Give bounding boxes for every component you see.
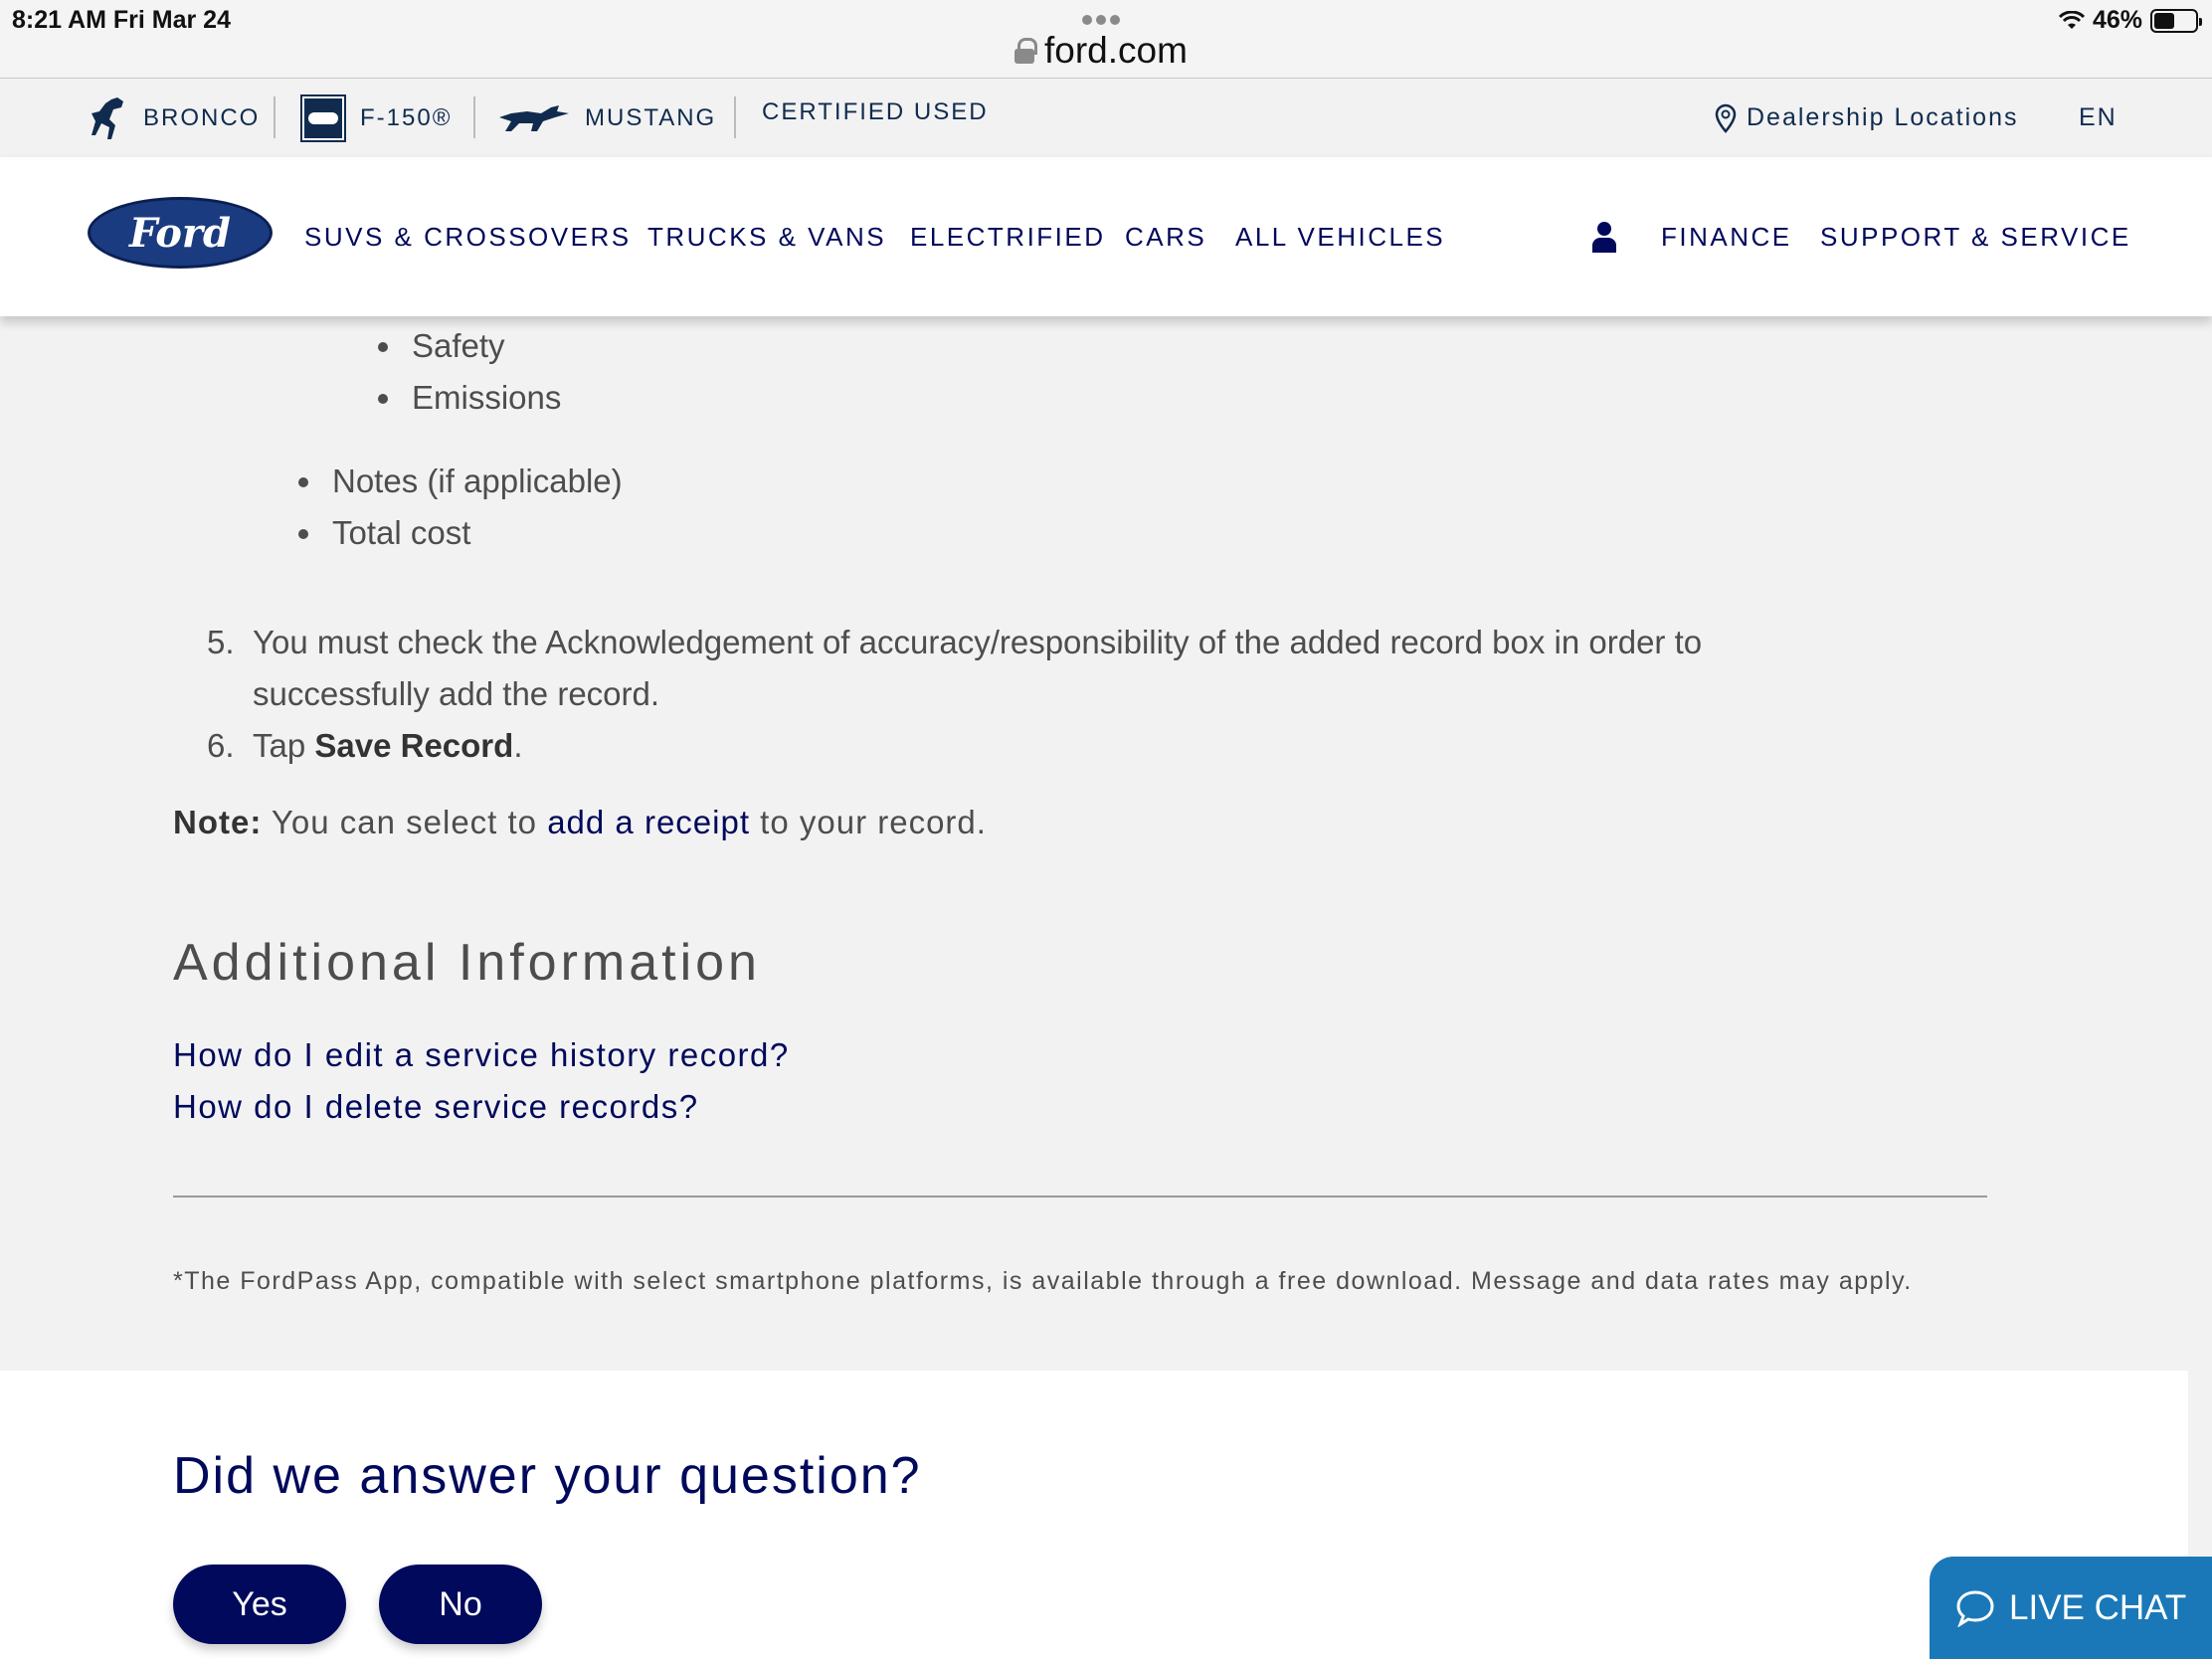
note: Note: You can select to add a receipt to your record.: [173, 804, 987, 840]
nav-suvs-crossovers[interactable]: SUVS & CROSSOVERS: [304, 221, 632, 252]
more-dots-icon[interactable]: [1082, 12, 1124, 28]
disclaimer: *The FordPass App, compatible with select smartphone platforms, is available through a free download. Message and data rates may apply.: [173, 1267, 1913, 1295]
dealership-locations-link[interactable]: Dealership Locations: [1715, 79, 2018, 157]
utility-separator: [734, 96, 736, 138]
delete-records-link[interactable]: How do I delete service records?: [173, 1088, 699, 1125]
divider: [173, 1196, 1987, 1198]
wifi-icon: [2059, 11, 2085, 31]
browser-status-bar: [0, 0, 2212, 79]
lock-icon: [1014, 38, 1034, 64]
utility-item-mustang[interactable]: MUSTANG: [497, 79, 716, 157]
list-item: Emissions: [412, 372, 561, 424]
mustang-pony-icon: [497, 103, 571, 133]
utility-nav: [0, 79, 2212, 157]
list-item: Notes (if applicable): [332, 456, 623, 507]
address-bar[interactable]: [1014, 30, 1188, 72]
save-record-label: Save Record: [314, 727, 514, 764]
chat-bubble-icon: [1955, 1589, 1995, 1627]
location-pin-icon: [1715, 103, 1737, 133]
step-5: 5. You must check the Acknowledgement of accuracy/responsibility of the added record box in order to successfully add the record.: [207, 624, 1703, 712]
edit-record-link[interactable]: How do I edit a service history record?: [173, 1036, 790, 1073]
no-button[interactable]: No: [379, 1565, 542, 1644]
add-receipt-link[interactable]: add a receipt: [547, 804, 751, 840]
step-6: 6. Tap Save Record.: [207, 727, 523, 764]
section-title: Additional Information: [173, 934, 761, 992]
ford-logo[interactable]: Ford: [88, 197, 273, 269]
utility-item-bronco[interactable]: BRONCO: [88, 79, 260, 157]
battery-icon: [2150, 9, 2198, 33]
nav-trucks-vans[interactable]: TRUCKS & VANS: [647, 221, 887, 252]
battery-percent: 46%: [2092, 6, 2142, 34]
status-right: [2059, 6, 2198, 35]
nav-electrified[interactable]: ELECTRIFIED: [910, 221, 1106, 252]
nav-cars[interactable]: CARS: [1125, 221, 1207, 252]
utility-separator: [274, 96, 276, 138]
nav-finance[interactable]: FINANCE: [1661, 221, 1792, 252]
list-item: Safety: [412, 320, 561, 372]
live-chat-button[interactable]: LIVE CHAT: [1930, 1557, 2212, 1659]
built-ford-tough-badge: [300, 94, 346, 142]
status-time: 8:21 AM Fri Mar 24: [12, 6, 231, 34]
bronco-horse-icon: [88, 95, 129, 141]
nav-support-service[interactable]: SUPPORT & SERVICE: [1820, 221, 2131, 252]
utility-item-f150[interactable]: F-150®: [300, 79, 452, 157]
nav-all-vehicles[interactable]: ALL VEHICLES: [1235, 221, 1446, 252]
article-content: [0, 316, 2212, 1371]
feedback-panel: [0, 1371, 2188, 1659]
account-icon[interactable]: [1591, 221, 1617, 253]
utility-item-certified-used[interactable]: CERTIFIED USED: [762, 98, 989, 125]
url-text: ford.com: [1044, 30, 1188, 71]
yes-button[interactable]: Yes: [173, 1565, 346, 1644]
utility-separator: [473, 96, 475, 138]
feedback-question: Did we answer your question?: [173, 1447, 922, 1505]
list-item: Total cost: [332, 507, 623, 559]
main-nav: [0, 157, 2212, 316]
bullet-list: [332, 456, 623, 559]
sub-bullet-list: [412, 320, 561, 424]
language-selector[interactable]: EN: [2079, 103, 2118, 131]
